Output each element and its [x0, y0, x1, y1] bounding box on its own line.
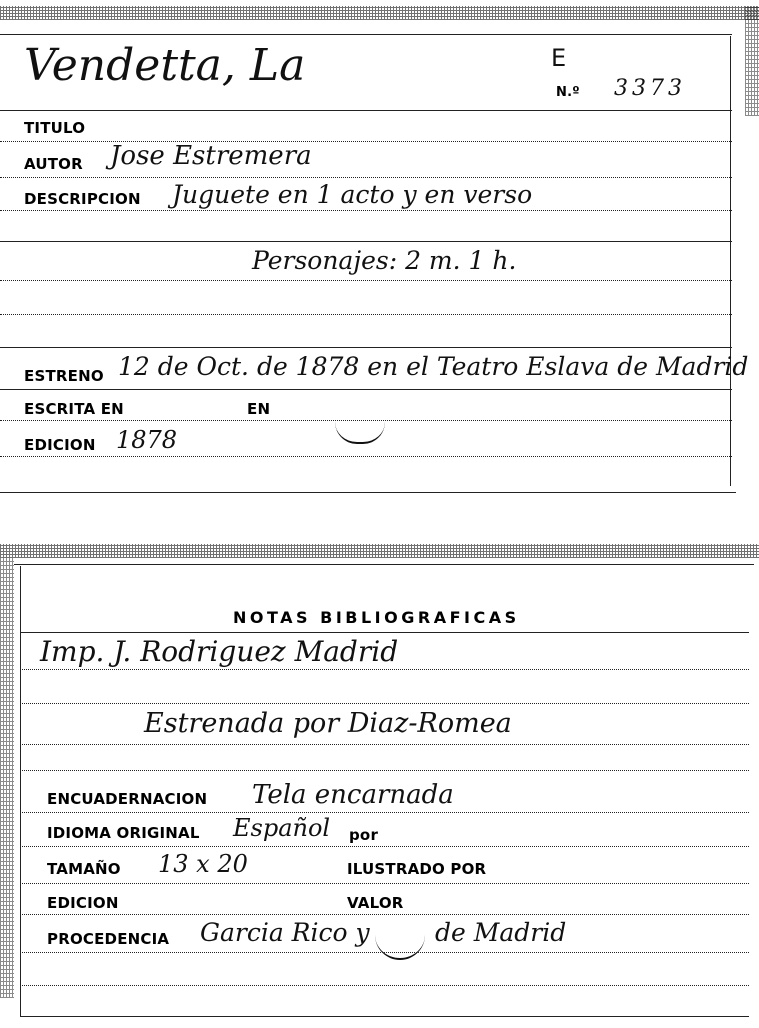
value-autor: Jose Estremera	[110, 141, 312, 171]
stamp-mark	[335, 422, 385, 444]
value-procedencia: Garcia Rico y	[200, 918, 370, 947]
value-encuadernacion: Tela encarnada	[252, 780, 454, 810]
card-right-border	[730, 36, 731, 486]
value-descripcion: Juguete en 1 acto y en verso	[172, 180, 533, 209]
form-rule	[20, 985, 749, 986]
number-label: N.º	[556, 85, 580, 100]
card-bottom-border	[0, 492, 736, 493]
card-left-border	[20, 566, 21, 1016]
label-edicion-notes: EDICION	[47, 894, 119, 912]
form-rule	[20, 770, 749, 771]
form-rule	[0, 110, 732, 111]
label-tamano: TAMAÑO	[47, 860, 121, 878]
form-rule	[20, 883, 749, 884]
label-encuadernacion: ENCUADERNACION	[47, 790, 208, 808]
label-escrita-en: ESCRITA EN	[24, 400, 124, 418]
form-rule	[0, 241, 732, 242]
form-rule	[20, 669, 749, 670]
form-rule	[0, 314, 732, 315]
form-rule	[20, 914, 749, 915]
scan-edge-noise	[745, 6, 759, 116]
label-autor: AUTOR	[24, 155, 83, 173]
value-tamano: 13 x 20	[158, 850, 248, 878]
label-por: por	[349, 826, 379, 844]
label-valor: VALOR	[347, 894, 404, 912]
form-rule	[0, 347, 732, 348]
form-rule	[0, 280, 732, 281]
stamp-mark	[375, 932, 425, 960]
value-personajes: Personajes: 2 m. 1 h.	[252, 246, 517, 275]
letter-code: E	[551, 44, 567, 72]
catalog-card-main	[0, 0, 759, 495]
note-line-2: Estrenada por Diaz-Romea	[144, 708, 512, 739]
number-value: 3373	[614, 76, 686, 101]
form-rule	[20, 632, 749, 633]
title-handwritten: Vendetta, La	[24, 40, 306, 91]
label-edicion: EDICION	[24, 436, 96, 454]
form-rule	[20, 703, 749, 704]
note-line-1: Imp. J. Rodriguez Madrid	[40, 635, 399, 668]
notes-heading: NOTAS BIBLIOGRAFICAS	[233, 608, 520, 627]
form-rule	[20, 846, 749, 847]
label-titulo: TITULO	[24, 119, 86, 137]
form-rule	[0, 210, 732, 211]
value-procedencia-end: de Madrid	[435, 918, 567, 947]
form-rule	[0, 177, 732, 178]
card-top-border	[14, 564, 754, 565]
label-en: EN	[247, 400, 271, 418]
form-rule	[20, 952, 749, 953]
form-rule	[20, 812, 749, 813]
label-procedencia: PROCEDENCIA	[47, 930, 170, 948]
scan-edge-noise	[0, 544, 759, 558]
form-rule	[0, 456, 732, 457]
label-descripcion: DESCRIPCION	[24, 190, 141, 208]
value-idioma-original: Español	[233, 814, 331, 842]
label-idioma-original: IDIOMA ORIGINAL	[47, 824, 200, 842]
scan-edge-noise	[0, 558, 14, 998]
card-top-border	[0, 34, 732, 35]
catalog-card-notes	[0, 540, 759, 1028]
value-estreno: 12 de Oct. de 1878 en el Teatro Eslava de Madrid	[118, 352, 749, 381]
form-rule	[0, 420, 732, 421]
label-estreno: ESTRENO	[24, 367, 104, 385]
form-rule	[0, 389, 732, 390]
form-rule	[20, 1016, 749, 1017]
label-ilustrado-por: ILUSTRADO POR	[347, 860, 487, 878]
form-rule	[20, 744, 749, 745]
value-edicion: 1878	[116, 426, 178, 454]
scan-edge-noise	[0, 6, 759, 20]
